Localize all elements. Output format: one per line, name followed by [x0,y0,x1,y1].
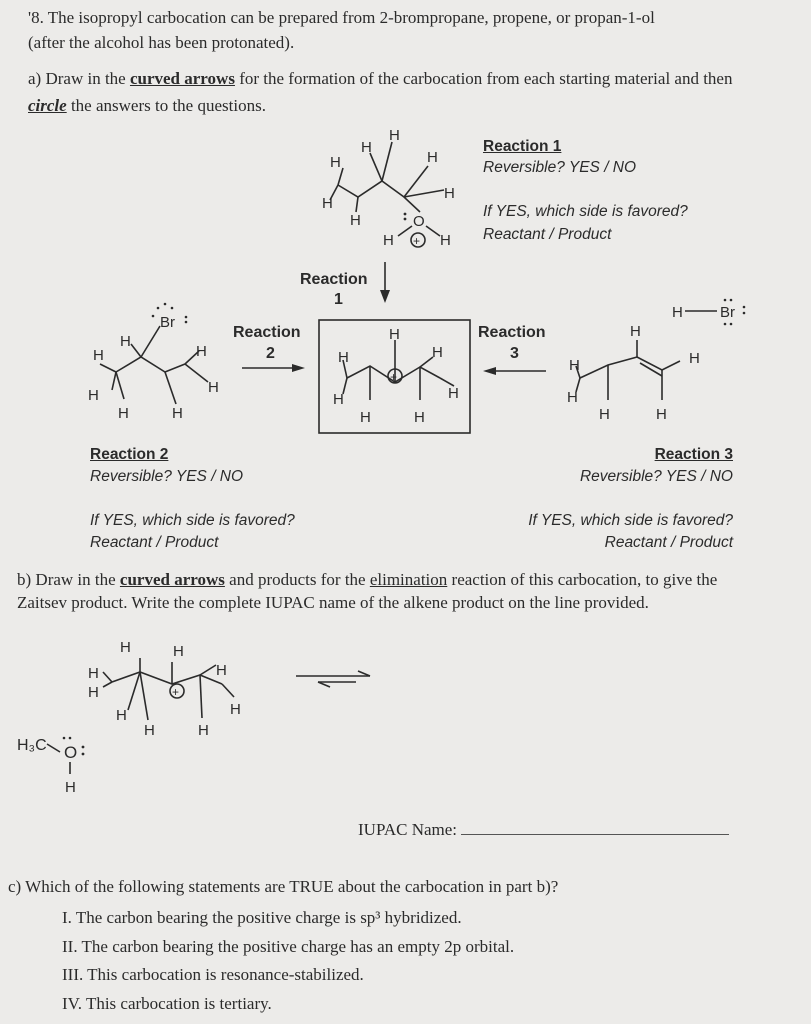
plus-sign: + [390,370,398,384]
part-b-suffix: reaction of this carbocation, to give the [447,570,718,589]
question-intro-line2: (after the alcohol has been protonated). [28,33,295,52]
atom-h: H [427,149,438,166]
arrow-down-icon [380,290,390,303]
methyl-group: H₃C [17,737,47,754]
atom-h: H [198,722,209,739]
atom-h: H [93,347,104,364]
protonated-propanol [322,127,455,249]
atom-h: H [333,391,344,408]
part-a-middle: for the formation of the carbocation from each starting material and then [234,69,733,88]
atom-h: H [361,139,372,156]
atom-h: H [569,357,580,374]
part-c-statement: III. This carbocation is resonance-stabilized. [62,965,364,984]
arrow-left-icon [483,367,496,375]
atom-h: H [88,387,99,404]
propene-hbr [567,299,745,423]
iupac-answer-line[interactable] [461,820,729,835]
atom-br: Br [160,314,175,331]
part-b-line1 [17,570,717,590]
part-b-elimination: elimination [369,570,448,589]
atom-h: H [144,722,155,739]
atom-h: H [322,195,333,212]
atom-h: H [118,405,129,422]
part-b-curved-arrows: curved arrows [119,570,225,589]
reaction2-arrow-label: Reaction [233,324,301,341]
reaction1-arrow-number: 1 [334,291,343,308]
atom-h: H [599,406,610,423]
part-c-statement: IV. This carbocation is tertiary. [62,994,272,1013]
atom-h: H [448,385,459,402]
atom-h: H [389,127,400,144]
part-a-curved-arrows: curved arrows [129,69,235,88]
atom-h: H [120,333,131,350]
reaction1-reversible: Reversible? YES / NO [483,159,637,176]
atom-h: H [208,379,219,396]
part-a-circle: circle [28,96,67,115]
plus-sign: + [413,234,421,248]
reaction2-arrow-number: 2 [266,345,275,362]
part-c-statement: I. The carbon bearing the positive charge is sp³ hybridized. [62,908,462,927]
atom-br: Br [720,304,735,321]
reaction3-title: Reaction 3 [654,446,733,463]
atom-h: H [630,323,641,340]
atom-h: H [120,639,131,656]
part-a-suffix: the answers to the questions. [66,96,266,115]
atom-h: H [196,343,207,360]
atom-h: H [338,349,349,366]
reaction3-reversible: Reversible? YES / NO [579,468,733,485]
atom-h: H [567,389,578,406]
iupac-label: IUPAC Name: [358,820,458,839]
atom-h: H [230,701,241,718]
reaction1-favored-question: If YES, which side is favored? [483,203,688,220]
atom-h: H [656,406,667,423]
atom-h: H [389,326,400,343]
atom-o: O [64,743,78,762]
reaction2-favored-question: If YES, which side is favored? [90,512,295,529]
reaction2-reversible: Reversible? YES / NO [90,468,244,485]
isopropyl-carbocation [333,326,459,426]
atom-h: H [672,304,683,321]
atom-h: H [432,344,443,361]
part-a-prefix: a) Draw in the [28,69,130,88]
reaction3-arrow-label: Reaction [478,324,546,341]
atom-h: H [440,232,451,249]
reaction2-favored-answer: Reactant / Product [90,534,219,551]
part-b-prefix: b) Draw in the [17,570,120,589]
reaction1-favored-answer: Reactant / Product [483,226,612,243]
atom-h: H [689,350,700,367]
plus-sign: + [172,685,180,699]
part-b-middle: and products for the [224,570,370,589]
part-b-line2: Zaitsev product. Write the complete IUPAC name of the alkene product on the line provided. [17,593,649,612]
atom-h: H [216,662,227,679]
reaction1-arrow-label: Reaction [300,271,368,288]
atom-h: H [172,405,183,422]
atom-h: H [116,707,127,724]
atom-h: H [414,409,425,426]
bromopropane [88,303,219,422]
reaction3-favored-answer: Reactant / Product [604,534,733,551]
atom-h: H [383,232,394,249]
question-intro-line1: '8. The isopropyl carbocation can be prepared from 2-brompropane, propene, or propan-1-ol [28,8,655,27]
atom-h: H [444,185,455,202]
atom-h: H [330,154,341,171]
reaction3-arrow-number: 3 [510,345,519,362]
elimination-scheme [0,620,811,800]
reaction1-title: Reaction 1 [483,138,562,155]
atom-h: H [350,212,361,229]
atom-h: H [360,409,371,426]
atom-h: H [65,779,76,796]
atom-h: H [173,643,184,660]
arrow-right-icon [292,364,305,372]
atom-h: H [88,665,99,682]
part-c-question: c) Which of the following statements are TRUE about the carbocation in part b)? [8,877,559,896]
reaction2-title: Reaction 2 [90,446,169,463]
atom-o: O [413,213,425,230]
part-c-statement: II. The carbon bearing the positive charge has an empty 2p orbital. [62,937,515,956]
atom-h: H [88,684,99,701]
iupac-name-row [358,820,729,840]
reaction3-favored-question: If YES, which side is favored? [528,512,733,529]
